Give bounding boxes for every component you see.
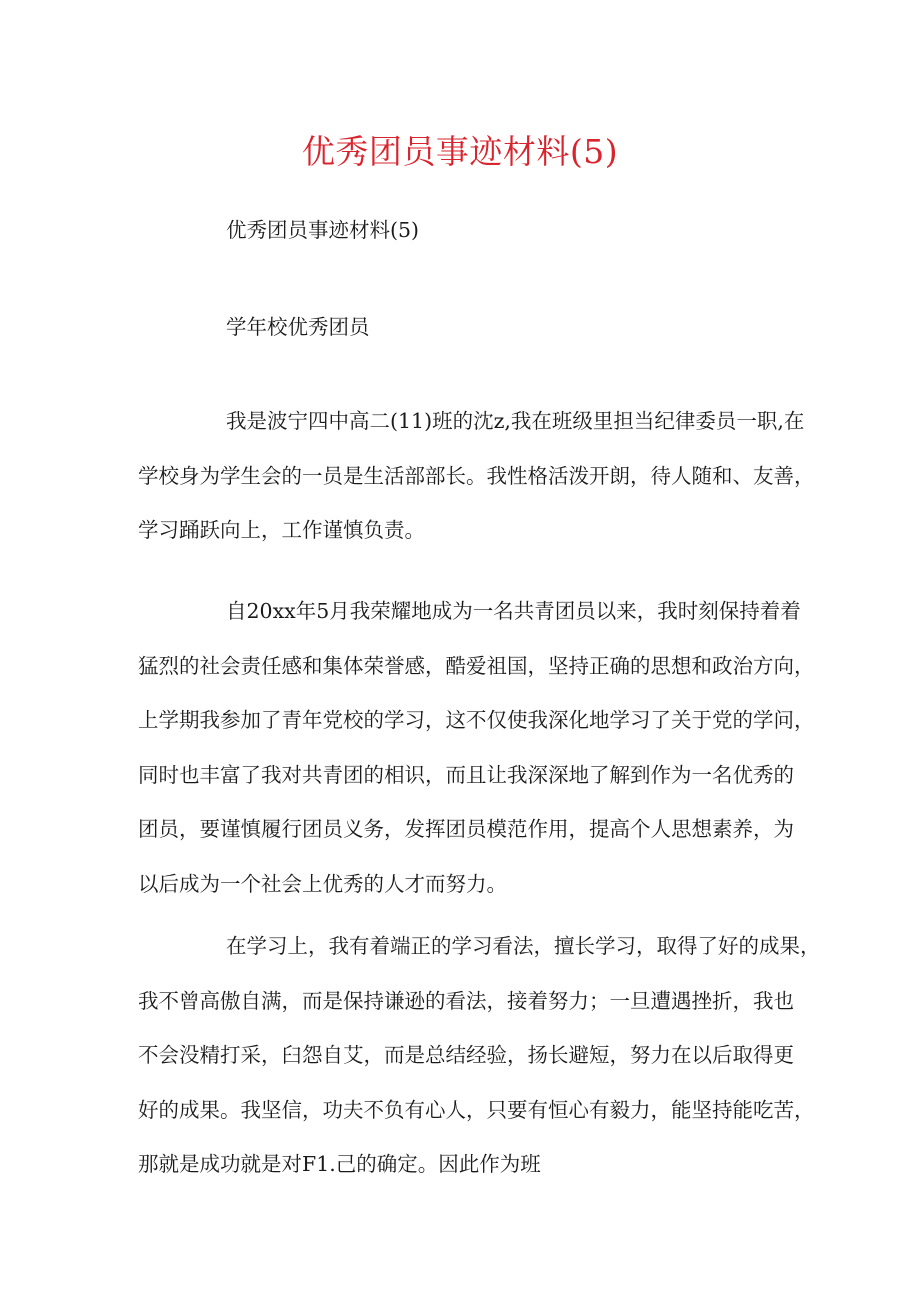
- paragraph-line: 那就是成功就是对F1.己的确定。因此作为班: [138, 1152, 541, 1177]
- paragraph-line: 学校身为学生会的一员是生活部部长。我性格活泼开朗，待人随和、友善，: [138, 463, 815, 488]
- paragraph-1: [138, 407, 815, 571]
- document-title: 优秀团员事迹材料(5): [301, 132, 619, 171]
- paragraph-line: 不会没精打采，臼怨自艾，而是总结经验，扬长避短，努力在以后取得更: [138, 1043, 794, 1068]
- paragraph-line: 自20xx年5月我荣耀地成为一名共青团员以来，我时刻保持着着: [226, 599, 801, 623]
- paragraph-2: [138, 597, 815, 925]
- paragraph-line: 在学习上，我有着端正的学习看法，擅长学习，取得了好的成果，: [226, 934, 821, 958]
- paragraph-3: [138, 932, 821, 1205]
- document-subtitle: 优秀团员事迹材料(5): [226, 218, 420, 242]
- section-heading: 学年校优秀团员: [226, 315, 370, 339]
- paragraph-line: 同时也丰富了我对共青团的相识，而且让我深深地了解到作为一名优秀的: [138, 762, 794, 787]
- paragraph-line: 团员，要谨慎履行团员义务，发挥团员模范作用，提高个人思想素养，为: [138, 817, 794, 842]
- paragraph-line: 我不曾高傲自满，而是保持谦逊的看法，接着努力；一旦遭遇挫折，我也: [138, 988, 794, 1013]
- paragraph-line: 好的成果。我坚信，功夫不负有心人，只要有恒心有毅力，能坚持能吃苦，: [138, 1097, 815, 1122]
- paragraph-line: 猛烈的社会责任感和集体荣誉感，酷爱祖国，坚持正确的思想和政治方向，: [138, 653, 815, 678]
- paragraph-line: 上学期我参加了青年党校的学习，这不仅使我深化地学习了关于党的学问，: [138, 708, 815, 733]
- paragraph-line: 学习踊跃向上，工作谨慎负责。: [138, 518, 425, 543]
- paragraph-line: 以后成为一个社会上优秀的人才而努力。: [138, 871, 507, 896]
- paragraph-line: 我是波宁四中高二(11)班的沈z,我在班级里担当纪律委员一职,在: [226, 409, 805, 433]
